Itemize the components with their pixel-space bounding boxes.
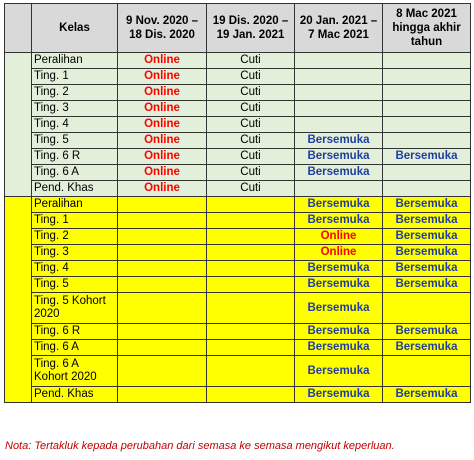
status-cell: Online [118,133,207,149]
status-cell: Cuti [207,53,295,69]
table-row [5,245,471,261]
kelas-cell: Pend. Khas [32,387,118,403]
status-cell: Bersemuka [295,133,383,149]
status-cell [118,261,207,277]
status-cell [118,213,207,229]
status-cell [207,324,295,340]
status-cell: Bersemuka [383,261,471,277]
status-cell [207,261,295,277]
status-cell [207,213,295,229]
table-row [5,324,471,340]
status-cell [118,324,207,340]
kelas-cell: Ting. 3 [32,101,118,117]
status-cell: Online [118,117,207,133]
header-kelas: Kelas [32,4,118,53]
status-cell: Bersemuka [295,261,383,277]
kelas-cell: Ting. 6 A [32,165,118,181]
status-cell [383,53,471,69]
status-cell [207,356,295,387]
status-cell: Bersemuka [295,277,383,293]
table-row [5,85,471,101]
kelas-cell: Ting. 5 Kohort 2020 [32,293,118,324]
status-cell: Online [118,85,207,101]
kelas-cell: Peralihan [32,197,118,213]
kelas-cell: Ting. 6 R [32,324,118,340]
status-cell [295,117,383,133]
header-period-3: 20 Jan. 2021 – 7 Mac 2021 [295,4,383,53]
status-cell [118,277,207,293]
status-cell: Cuti [207,149,295,165]
table-row [5,181,471,197]
status-cell [207,245,295,261]
status-cell: Cuti [207,69,295,85]
status-cell: Bersemuka [383,245,471,261]
status-cell [383,293,471,324]
status-cell: Cuti [207,133,295,149]
status-cell [295,69,383,85]
status-cell: Bersemuka [383,149,471,165]
status-cell [207,293,295,324]
status-cell: Bersemuka [383,324,471,340]
status-cell: Online [295,229,383,245]
status-cell: Bersemuka [295,197,383,213]
status-cell [207,387,295,403]
status-cell: Bersemuka [383,213,471,229]
header-period-4: 8 Mac 2021 hingga akhir tahun [383,4,471,53]
status-cell: Bersemuka [383,229,471,245]
status-cell [383,181,471,197]
status-cell [383,117,471,133]
kelas-cell: Peralihan [32,53,118,69]
status-cell: Bersemuka [295,213,383,229]
table-row [5,229,471,245]
status-cell [118,387,207,403]
status-cell: Online [295,245,383,261]
kelas-cell: Ting. 2 [32,85,118,101]
table-row [5,53,471,69]
kelas-cell: Ting. 6 A [32,340,118,356]
status-cell: Cuti [207,101,295,117]
header-row [5,4,471,53]
status-cell: Bersemuka [295,340,383,356]
kelas-cell: Ting. 6 R [32,149,118,165]
status-cell: Bersemuka [383,387,471,403]
status-cell [207,277,295,293]
status-cell: Cuti [207,181,295,197]
status-cell: Bersemuka [295,293,383,324]
header-blank [5,4,32,53]
status-cell: Online [118,181,207,197]
status-cell: Online [118,149,207,165]
status-cell: Bersemuka [383,277,471,293]
table-row [5,261,471,277]
kelas-cell: Ting. 3 [32,245,118,261]
status-cell: Cuti [207,85,295,101]
status-cell: Online [118,69,207,85]
status-cell [383,165,471,181]
status-cell [383,101,471,117]
header-period-2: 19 Dis. 2020 – 19 Jan. 2021 [207,4,295,53]
table-row [5,149,471,165]
status-cell: Online [118,165,207,181]
status-cell [383,356,471,387]
status-cell [207,229,295,245]
status-cell [383,133,471,149]
status-cell [118,340,207,356]
status-cell [295,53,383,69]
status-cell: Bersemuka [295,149,383,165]
status-cell [118,356,207,387]
table-row [5,293,471,324]
header-period-1: 9 Nov. 2020 – 18 Dis. 2020 [118,4,207,53]
status-cell [207,197,295,213]
kelas-cell: Ting. 2 [32,229,118,245]
table-row [5,101,471,117]
table-row [5,340,471,356]
year-group-label [5,197,32,403]
year-group-label [5,53,32,197]
kelas-cell: Ting. 4 [32,117,118,133]
kelas-cell: Ting. 1 [32,69,118,85]
table-row [5,356,471,387]
kelas-cell: Ting. 4 [32,261,118,277]
status-cell: Bersemuka [383,197,471,213]
table-row [5,133,471,149]
table-row [5,69,471,85]
kelas-cell: Ting. 1 [32,213,118,229]
status-cell: Bersemuka [295,324,383,340]
status-cell: Online [118,53,207,69]
status-cell [383,69,471,85]
status-cell [118,293,207,324]
status-cell: Bersemuka [295,165,383,181]
status-cell [295,85,383,101]
status-cell [118,197,207,213]
status-cell: Bersemuka [295,356,383,387]
status-cell: Cuti [207,117,295,133]
table-row [5,277,471,293]
table-row [5,117,471,133]
kelas-cell: Ting. 5 [32,277,118,293]
status-cell: Bersemuka [383,340,471,356]
table-row [5,165,471,181]
footnote: Nota: Tertakluk kepada perubahan dari semasa ke semasa mengikut keperluan. [5,440,395,452]
status-cell [295,101,383,117]
status-cell: Online [118,101,207,117]
kelas-cell: Pend. Khas [32,181,118,197]
status-cell [118,245,207,261]
kelas-cell: Ting. 5 [32,133,118,149]
table-row [5,197,471,213]
schedule-table [4,3,471,403]
table-row [5,387,471,403]
table-row [5,213,471,229]
status-cell [207,340,295,356]
status-cell: Bersemuka [295,387,383,403]
status-cell [383,85,471,101]
status-cell: Cuti [207,165,295,181]
status-cell [295,181,383,197]
status-cell [118,229,207,245]
kelas-cell: Ting. 6 A Kohort 2020 [32,356,118,387]
